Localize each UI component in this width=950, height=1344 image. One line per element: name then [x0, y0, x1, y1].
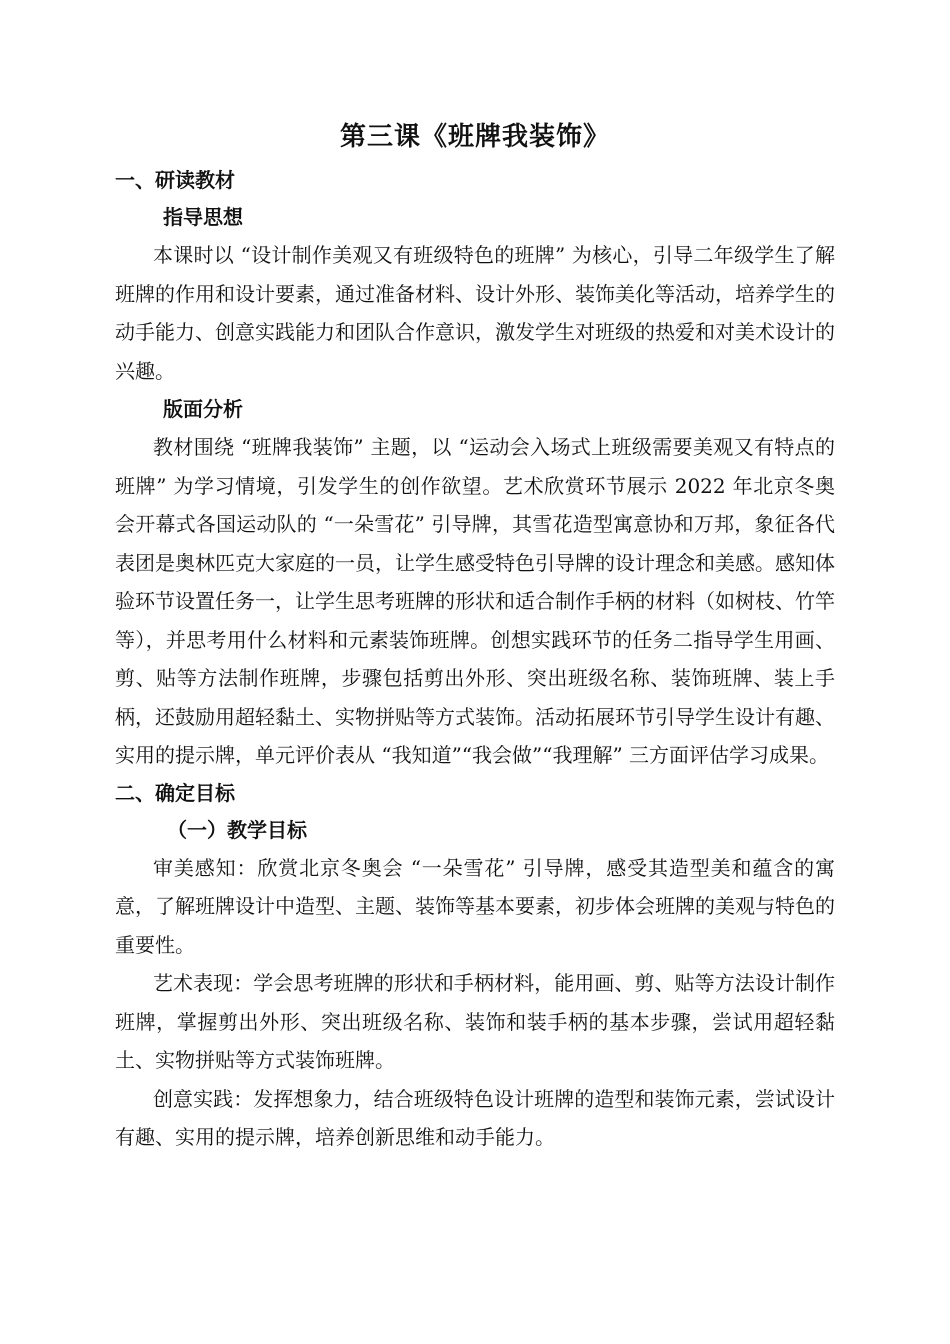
paragraph-aesthetic-perception: 审美感知：欣赏北京冬奥会 “一朵雪花” 引导牌，感受其造型美和蕴含的寓意，了解班牌设计中造型、主题、装饰等基本要素，初步体会班牌的美观与特色的重要性。	[115, 855, 835, 957]
subheading-guiding-idea: 指导思想	[163, 205, 243, 229]
subheading-teaching-goals: （一）教学目标	[167, 817, 307, 842]
section-heading-study-materials: 一、研读教材	[115, 168, 235, 192]
paragraph-layout-analysis: 教材围绕 “班牌我装饰” 主题，以 “运动会入场式上班级需要美观又有特点的班牌” 为学习情境，引发学生的创作欲望。艺术欣赏环节展示 2022 年北京冬奥会开幕式各国运动队的 “一朵雪花” 引导牌，其雪花造型寓意协和万邦，象征各代表团是奥林匹克大家庭的一员，让学生感受特色引导牌的设计理念和美感。感知体验环节设置任务一，让学生思考班牌的形状和适合制作手柄的材料（如树枝、竹竿等），并思考用什么材料和元素装饰班牌。创想实践环节的任务二指导学生用画、剪、贴等方法制作班牌，步骤包括剪出外形、突出班级名称、装饰班牌、装上手柄，还鼓励用超轻黏土、实物拼贴等方式装饰。活动拓展环节引导学生设计有趣、实用的提示牌，单元评价表从 “我知道”“我会做”“我理解” 三方面评估学习成果。	[115, 435, 835, 767]
paragraph-artistic-expression: 艺术表现：学会思考班牌的形状和手柄材料，能用画、剪、贴等方法设计制作班牌，掌握剪出外形、突出班级名称、装饰和装手柄的基本步骤，尝试用超轻黏土、实物拼贴等方式装饰班牌。	[115, 971, 835, 1072]
paragraph-guiding-idea: 本课时以 “设计制作美观又有班级特色的班牌” 为核心，引导二年级学生了解班牌的作用和设计要素，通过准备材料、设计外形、装饰美化等活动，培养学生的动手能力、创意实践能力和团队合作意识，激发学生对班级的热爱和对美术设计的兴趣。	[115, 243, 835, 383]
document-page	[115, 112, 835, 1157]
section-heading-set-goals: 二、确定目标	[115, 780, 235, 805]
subheading-layout-analysis: 版面分析	[163, 397, 243, 421]
paragraph-creative-practice: 创意实践：发挥想象力，结合班级特色设计班牌的造型和装饰元素，尝试设计有趣、实用的提示牌，培养创新思维和动手能力。	[115, 1086, 835, 1149]
document-title: 第三课《班牌我装饰》	[339, 122, 610, 152]
